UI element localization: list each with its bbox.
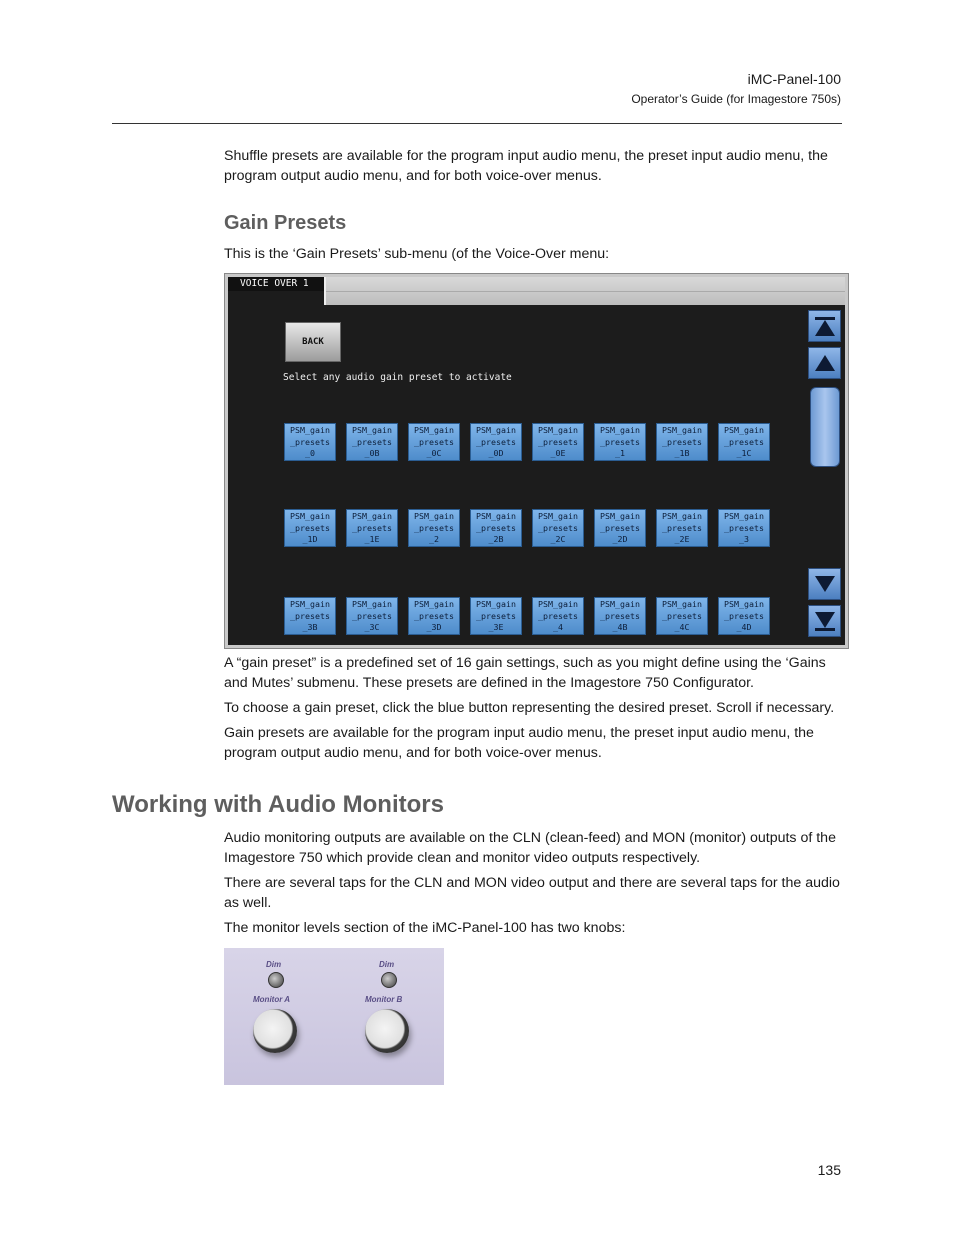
gain-preset-button[interactable]: PSM_gain _presets _3B (284, 597, 336, 635)
gain-preset-button[interactable]: PSM_gain _presets _1B (656, 423, 708, 461)
scroll-bottom-icon[interactable] (808, 605, 841, 637)
gain-presets-para3: Gain presets are available for the program input audio menu, the preset input audio menu, the program output audio menu, and for both voice-over menus. (224, 725, 814, 761)
audio-monitors-para2: There are several taps for the CLN and MON video output and there are several taps for the audio as well. (224, 875, 840, 911)
scroll-up-icon[interactable] (808, 347, 841, 379)
monitor-knobs-photo (224, 948, 444, 1085)
audio-monitors-para3: The monitor levels section of the iMC-Panel-100 has two knobs: (224, 920, 626, 936)
gain-preset-button[interactable]: PSM_gain _presets _2D (594, 509, 646, 547)
gain-presets-heading: Gain Presets (224, 212, 347, 234)
gain-preset-button[interactable]: PSM_gain _presets _4 (532, 597, 584, 635)
header-rule (112, 123, 842, 124)
dim-label-a: Dim (266, 960, 282, 969)
gain-preset-button[interactable]: PSM_gain _presets _0E (532, 423, 584, 461)
scrollbar-thumb[interactable] (810, 387, 840, 467)
audio-monitors-para1: Audio monitoring outputs are available on the CLN (clean-feed) and MON (monitor) outputs of the Imagestore 750 which provide clean and monitor video outputs respectively. (224, 830, 836, 866)
gain-preset-button[interactable]: PSM_gain _presets _0 (284, 423, 336, 461)
monitor-a-knob[interactable] (253, 1009, 297, 1053)
gain-presets-intro: This is the ‘Gain Presets’ sub-menu (of the Voice-Over menu: (224, 246, 610, 262)
intro-paragraph: Shuffle presets are available for the program input audio menu, the preset input audio menu, the program output audio menu, and for both voice-over menus. (224, 148, 828, 184)
gain-preset-button[interactable]: PSM_gain _presets _2 (408, 509, 460, 547)
monitor-b-label: Monitor B (365, 995, 403, 1004)
scroll-down-icon[interactable] (808, 568, 841, 600)
gain-preset-button[interactable]: PSM_gain _presets _4C (656, 597, 708, 635)
header-product: iMC-Panel-100 (747, 71, 841, 87)
gain-preset-button[interactable]: PSM_gain _presets _2C (532, 509, 584, 547)
title-bar (324, 277, 845, 305)
gain-preset-button[interactable]: PSM_gain _presets _3D (408, 597, 460, 635)
scroll-top-icon[interactable] (808, 310, 841, 342)
voice-over-title: VOICE OVER 1 (228, 277, 336, 291)
gain-preset-button[interactable]: PSM_gain _presets _3C (346, 597, 398, 635)
gain-preset-button[interactable]: PSM_gain _presets _1C (718, 423, 770, 461)
audio-monitors-heading: Working with Audio Monitors (112, 791, 444, 818)
dim-label-b: Dim (379, 960, 395, 969)
gain-preset-button[interactable]: PSM_gain _presets _3E (470, 597, 522, 635)
select-prompt: Select any audio gain preset to activate (283, 372, 512, 383)
monitor-a-label: Monitor A (253, 995, 291, 1004)
gain-preset-button[interactable]: PSM_gain _presets _4D (718, 597, 770, 635)
gain-preset-button[interactable]: PSM_gain _presets _3 (718, 509, 770, 547)
dim-led-b (381, 972, 397, 988)
gain-preset-button[interactable]: PSM_gain _presets _1E (346, 509, 398, 547)
gain-preset-button[interactable]: PSM_gain _presets _4B (594, 597, 646, 635)
gain-preset-button[interactable]: PSM_gain _presets _0D (470, 423, 522, 461)
gain-preset-button[interactable]: PSM_gain _presets _0B (346, 423, 398, 461)
voice-over-screen (228, 277, 845, 645)
gain-preset-button[interactable]: PSM_gain _presets _2E (656, 509, 708, 547)
gain-preset-button[interactable]: PSM_gain _presets _1 (594, 423, 646, 461)
gain-preset-button[interactable]: PSM_gain _presets _2B (470, 509, 522, 547)
header-guide: Operator’s Guide (for Imagestore 750s) (631, 92, 841, 106)
gain-presets-para1: A “gain preset” is a predefined set of 16 gain settings, such as you might define using the ‘Gains and Mutes’ submenu. These presets are defined in the Imagestore 750 Configurator. (224, 655, 826, 691)
back-button[interactable]: BACK (285, 322, 341, 362)
gain-presets-para2: To choose a gain preset, click the blue button representing the desired preset. Scroll if necessary. (224, 700, 835, 716)
monitor-b-knob[interactable] (365, 1009, 409, 1053)
gain-presets-screenshot (224, 273, 849, 649)
page-number: 135 (817, 1162, 841, 1178)
dim-led-a (268, 972, 284, 988)
gain-preset-button[interactable]: PSM_gain _presets _1D (284, 509, 336, 547)
gain-preset-button[interactable]: PSM_gain _presets _0C (408, 423, 460, 461)
